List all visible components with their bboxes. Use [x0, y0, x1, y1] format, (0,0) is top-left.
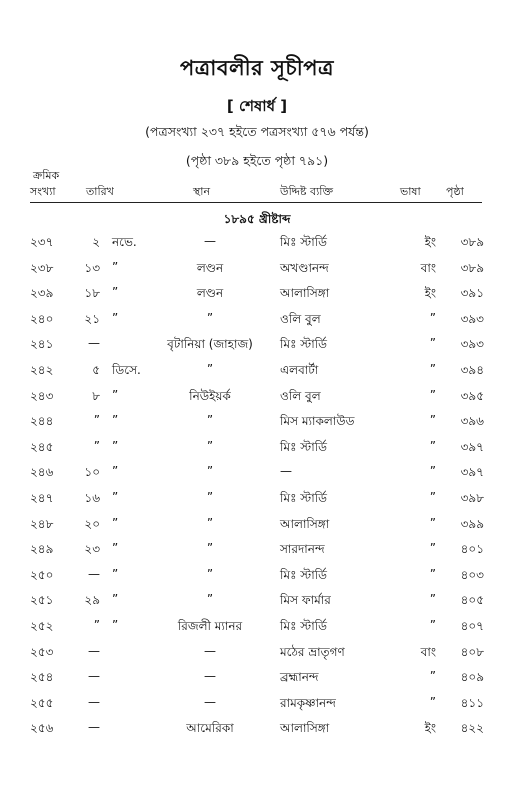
- language: ”: [429, 413, 436, 428]
- language: ”: [429, 464, 436, 479]
- table-row: [0, 695, 514, 719]
- place: ”: [206, 362, 214, 376]
- place: ”: [206, 541, 214, 556]
- serial-number: ২৫১: [30, 593, 54, 608]
- place: ”: [206, 566, 214, 581]
- serial-number: ২৫৬: [30, 721, 54, 736]
- recipient: ব্রহ্মানন্দ: [280, 670, 319, 685]
- place: —: [204, 234, 216, 248]
- serial-number: ২৫৪: [30, 670, 54, 685]
- table-row: [0, 388, 514, 412]
- date-day: ২৩: [84, 542, 100, 557]
- date-month: ”: [112, 387, 119, 402]
- date-month: ”: [112, 515, 119, 530]
- language: ”: [429, 566, 436, 581]
- header-place: স্থান: [193, 185, 211, 198]
- serial-number: ২৫৩: [30, 644, 54, 659]
- page-range: (পৃষ্ঠা ৩৮৯ হইতে পৃষ্ঠা ৭৯১): [185, 153, 329, 168]
- language: ”: [429, 336, 436, 351]
- language: ”: [429, 592, 436, 607]
- date-month: ”: [112, 464, 119, 479]
- place: ”: [206, 413, 214, 428]
- recipient: রামকৃষ্ণানন্দ: [280, 695, 336, 710]
- serial-number: ২৪১: [30, 337, 54, 352]
- date-day: ১৬: [84, 491, 100, 505]
- page-number: ৩৯১: [460, 286, 484, 301]
- page-number: ৩৯৫: [460, 388, 484, 403]
- page-number: ৩৮৯: [460, 235, 484, 249]
- header-date: তারিখ: [86, 185, 114, 198]
- table-row: [0, 490, 514, 514]
- page-title: পত্রাবলীর সূচীপত্র: [180, 56, 334, 80]
- header-serial-top: ক্রমিক: [33, 169, 60, 182]
- serial-number: ২৪৬: [30, 465, 54, 480]
- date-day: —: [88, 669, 100, 684]
- table-row: [0, 362, 514, 386]
- table-row: [0, 618, 514, 642]
- recipient: —: [280, 464, 292, 479]
- language: ”: [429, 541, 436, 556]
- place: ”: [206, 464, 214, 479]
- date-day: ২৯: [84, 593, 100, 608]
- date-day: —: [88, 694, 100, 709]
- recipient: মিঃ স্টার্ডি: [280, 235, 327, 249]
- page-number: ৩৯৩: [460, 337, 484, 352]
- page-number: ৪০৯: [460, 670, 484, 685]
- date-day: —: [88, 566, 100, 581]
- place: ”: [206, 438, 214, 453]
- date-month: ”: [112, 259, 119, 274]
- serial-number: ২৪৩: [30, 388, 54, 403]
- place: লণ্ডন: [196, 260, 224, 275]
- date-day: ”: [93, 438, 100, 453]
- page-number: ৩৯৪: [460, 363, 484, 377]
- language: ”: [429, 618, 436, 632]
- table-row: [0, 311, 514, 335]
- date-day: ১০: [84, 465, 100, 480]
- serial-number: ২৪০: [30, 311, 54, 326]
- language: ”: [429, 694, 436, 709]
- date-day: ”: [93, 618, 100, 632]
- date-day: ২: [92, 235, 100, 249]
- recipient: মিঃ স্টার্ডি: [280, 567, 327, 582]
- serial-number: ২৪২: [30, 363, 54, 377]
- page-number: ৪০১: [460, 542, 484, 557]
- page-number: ৪২২: [460, 721, 484, 736]
- place: —: [204, 694, 216, 709]
- serial-number: ২৫০: [30, 567, 54, 582]
- page-number: ৩৯৩: [460, 311, 484, 326]
- table-row: [0, 516, 514, 540]
- place: ”: [206, 592, 214, 607]
- place: ”: [206, 310, 214, 325]
- date-month: ”: [112, 490, 119, 504]
- language: বাং: [420, 644, 436, 659]
- recipient: মিস ম্যাকলাউড: [280, 414, 355, 429]
- serial-number: ২৪৮: [30, 516, 54, 531]
- year-heading: ১৮৯৫ খ্রীষ্টাব্দ: [223, 212, 291, 226]
- place: —: [204, 643, 216, 658]
- page-number: ৪১১: [460, 695, 484, 710]
- date-day: ১৮: [84, 286, 100, 301]
- date-month: ”: [112, 438, 119, 453]
- recipient: মিস ফার্মার: [280, 593, 331, 608]
- serial-number: ২৩৮: [30, 260, 54, 275]
- language: ”: [429, 362, 436, 376]
- language: ”: [429, 387, 436, 402]
- language: ইং: [424, 721, 436, 736]
- date-day: ১৩: [84, 260, 100, 275]
- date-month: ”: [112, 310, 119, 325]
- date-month: নভে.: [112, 235, 137, 249]
- language: ”: [429, 669, 436, 684]
- date-month: ”: [112, 541, 119, 556]
- page-number: ৪০৭: [460, 619, 484, 633]
- recipient: সারদানন্দ: [280, 542, 325, 557]
- header-page: পৃষ্ঠা: [446, 185, 464, 198]
- serial-number: ২৩৭: [30, 235, 54, 249]
- table-row: [0, 413, 514, 437]
- table-row: [0, 567, 514, 591]
- table-row: [0, 464, 514, 488]
- recipient: মিঃ স্টার্ডি: [280, 337, 327, 352]
- language: বাং: [420, 260, 436, 275]
- date-month: ডিসে.: [112, 363, 141, 377]
- recipient: মিঃ স্টার্ডি: [280, 491, 327, 505]
- table-row: [0, 439, 514, 463]
- date-day: ২০: [84, 516, 100, 531]
- serial-number: ২৩৯: [30, 286, 54, 301]
- recipient: মিঃ স্টার্ডি: [280, 439, 327, 454]
- language: ”: [429, 438, 436, 453]
- recipient: মঠের ভ্রাতৃগণ: [280, 644, 345, 659]
- page-number: ৪০৩: [460, 567, 484, 582]
- place: —: [204, 669, 216, 684]
- date-day: —: [88, 336, 100, 351]
- date-day: ৫: [92, 363, 100, 377]
- date-month: ”: [112, 566, 119, 581]
- recipient: অখণ্ডানন্দ: [280, 260, 329, 275]
- recipient: মিঃ স্টার্ডি: [280, 619, 327, 633]
- page-number: ৪০৫: [460, 593, 484, 608]
- serial-number: ২৪৪: [30, 414, 54, 429]
- language: ইং: [424, 235, 436, 249]
- language: ”: [429, 490, 436, 504]
- table-row: [0, 644, 514, 668]
- page-number: ৩৯৭: [460, 439, 484, 454]
- page-number: ৩৯৭: [460, 465, 484, 480]
- header-rule: [30, 202, 482, 203]
- serial-number: ২৫৫: [30, 695, 54, 710]
- language: ”: [429, 310, 436, 325]
- date-month: ”: [112, 592, 119, 607]
- place: আমেরিকা: [186, 721, 234, 736]
- header-recipient: উদ্দিষ্ট ব্যক্তি: [280, 185, 334, 198]
- table-row: [0, 260, 514, 284]
- recipient: আলাসিঙ্গা: [280, 721, 330, 736]
- place: ”: [206, 490, 214, 504]
- recipient: ওলি বুল: [280, 388, 321, 403]
- serial-number: ২৫২: [30, 619, 54, 633]
- date-month: ”: [112, 618, 119, 632]
- language: ”: [429, 515, 436, 530]
- table-row: [0, 336, 514, 360]
- place: বৃটানিয়া (জাহাজ): [167, 337, 253, 352]
- serial-number: ২৪৯: [30, 542, 54, 557]
- recipient: আলাসিঙ্গা: [280, 516, 330, 531]
- page-number: ৩৯৯: [460, 516, 484, 531]
- date-day: ”: [93, 413, 100, 428]
- serial-number: ২৪৫: [30, 439, 54, 454]
- recipient: আলাসিঙ্গা: [280, 286, 330, 301]
- language: ইং: [424, 286, 436, 301]
- place: ”: [206, 515, 214, 530]
- letter-range: (পত্রসংখ্যা ২৩৭ হইতে পত্রসংখ্যা ৫৭৬ পর্যন্ত): [145, 124, 369, 139]
- date-day: ৮: [92, 388, 100, 403]
- date-day: ২১: [84, 311, 100, 326]
- page-number: ৪০৮: [460, 644, 484, 659]
- table-row: [0, 285, 514, 309]
- table-row: [0, 669, 514, 693]
- table-row: [0, 592, 514, 616]
- place: নিউইয়র্ক: [189, 388, 231, 403]
- page-number: ৩৮৯: [460, 260, 484, 275]
- table-row: [0, 234, 514, 258]
- header-language: ভাষা: [400, 185, 421, 198]
- section-subtitle: [ শেষার্ধ ]: [226, 97, 288, 115]
- recipient: এলবার্টা: [280, 363, 319, 377]
- table-row: [0, 541, 514, 565]
- page-number: ৩৯৬: [460, 414, 484, 429]
- date-day: —: [88, 643, 100, 658]
- date-month: ”: [112, 285, 119, 300]
- page-number: ৩৯৮: [460, 491, 484, 505]
- table-row: [0, 720, 514, 744]
- recipient: ওলি বুল: [280, 311, 321, 326]
- header-serial-bottom: সংখ্যা: [30, 185, 56, 198]
- place: লণ্ডন: [196, 286, 224, 301]
- place: রিজলী ম্যানর: [177, 619, 243, 633]
- date-day: —: [88, 720, 100, 735]
- serial-number: ২৪৭: [30, 491, 54, 505]
- date-month: ”: [112, 413, 119, 428]
